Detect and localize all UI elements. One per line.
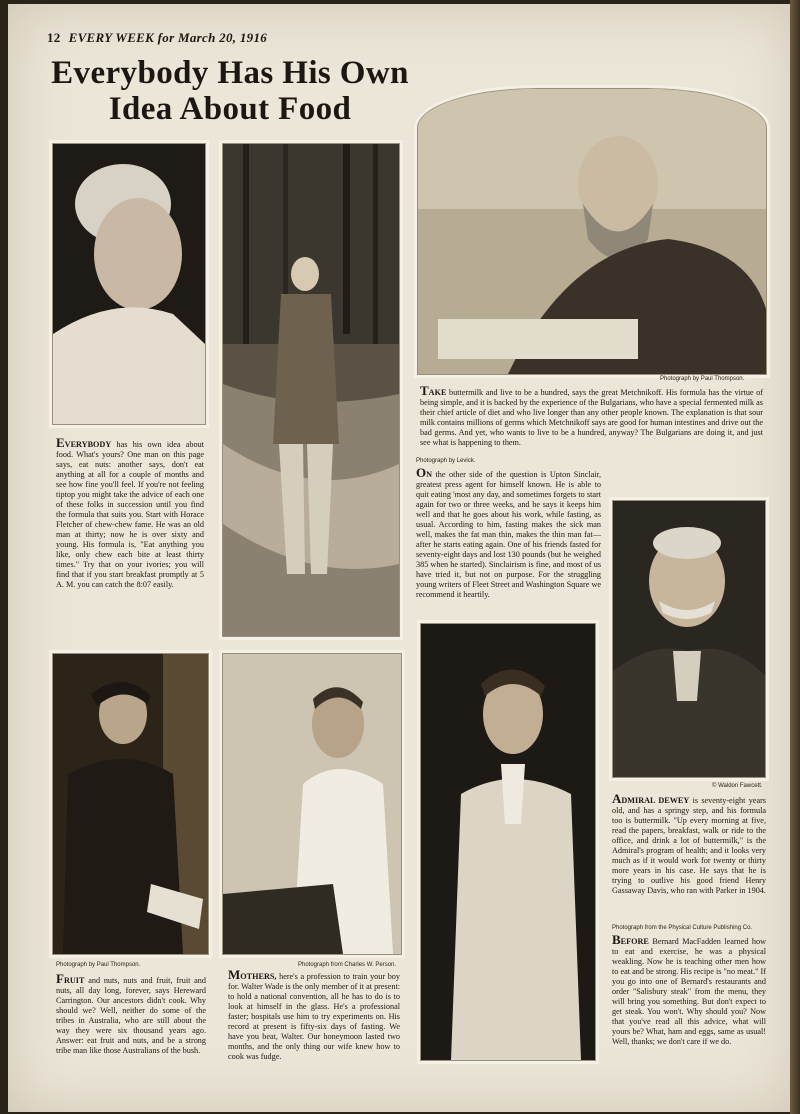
photo-outdoor-man [222, 143, 400, 637]
lead-words: DMIRAL DEWEY [621, 796, 690, 805]
lead-words: VERYBODY [64, 440, 112, 449]
credit-metchnikoff: Photograph by Paul Thompson. [660, 376, 745, 382]
title-line-2: Idea About Food [108, 91, 352, 127]
dropcap-b: B [612, 932, 621, 947]
credit-carrington: Photograph by Paul Thompson. [56, 962, 141, 968]
photo-dewey [612, 500, 766, 778]
paragraph-sinclair [416, 465, 601, 600]
paragraph-metchnikoff [420, 383, 763, 448]
paragraph-dewey [612, 791, 766, 896]
photo-metchnikoff [417, 88, 767, 375]
article-title [30, 55, 430, 127]
photo-carrington [52, 653, 209, 955]
body-text: and nuts, nuts and fruit, fruit and nuts, all day long, forever, says Hereward Carrington. Our ancestors didn't cook. Why should we? Well, neither do some of the tribes in Australia, who are still about the way they were six thousand years ago. Answer: eat fruit and nuts, and be a strong tribe man like those Australians of the bush. [56, 976, 206, 1055]
body-text: buttermilk and live to be a hundred, says the great Metchnikoff. His formula has the virtue of being simple, and it is backed by the experience of the Bulgarians, who have a special fermented milk as their chief article of diet and who live longer than any other people known. The explanation is that sour milk contains millions of germs which Metchnikoff says are good for human intestines and drive out the bad germs. And yet, who wants to live to be a hundred, anyway? The Bulgarians are doing it, and just see what is happening to them. [420, 388, 763, 447]
body-text: is seventy-eight years old, and has a springy step, and his formula too is buttermilk. "Up every morning at five, read the papers, breakfast, walk or ride to the office, and drink a lot of buttermilk," is the Admiral's program of health; and it looks very much as if it would work for twenty or thirty more years in his case. He says that he is trying to outlive his good friend Henry Gassaway Davis, who ran with Parker in 1904. [612, 796, 766, 895]
dropcap-e: E [56, 435, 65, 450]
page-header [47, 30, 267, 46]
lead-words: N [426, 470, 433, 479]
lead-words: OTHERS, [240, 972, 277, 981]
body-text: the other side of the question is Upton Sinclair, greatest press agent for himself known. He is able to quit eating 'most any day, and sometimes forgets to start again for two or three weeks, and he says it keeps him well and that he goes about his work, while fasting, as usual. According to him, fasting makes the sick man well, makes the fat man thin, makes the thin man fat—after he starts eating again. One of his friends fasted for seventy-eight days and lost 130 pounds (but he weighed 385 when he started). Sinclairism is fine, and most of us have tried it, but not on purpose. For the struggling young writers of Fleet Street and Washington Square we recommend it heartily. [416, 470, 601, 599]
body-text: Bernard MacFadden learned how to eat and exercise, he was a physical weakling. Now he is teaching other men how to eat and be strong. His recipe is "no meat." If you go into one of Bernard's restaurants and order "Salisbury steak" from the menu, they will bring you something. But don't expect to get steak. You won't. Why should you? Now that you've read all this advice, what will yours be? What, ham and eggs, same as usual! Well, thanks; we don't care if we do. [612, 937, 766, 1046]
paragraph-carrington [56, 971, 206, 1056]
lead-words: AKE [428, 388, 447, 397]
dropcap-f: F [56, 971, 64, 986]
photo-fletcher [52, 143, 206, 425]
photo-macfadden [420, 623, 596, 1061]
lead-words: EFORE [620, 937, 649, 946]
credit-dewey: © Waldon Fawcett. [712, 783, 763, 789]
binding-edge [790, 0, 800, 1114]
body-text: has his own idea about food. What's yours? One man on this page says, eat nuts: another says, don't eat anything at all for a couple of months and see how fine you'll feel. If you're not feeling tiptop you might take the advice of each one of these folks in succession until you find the formula that suits you. Start with Horace Fletcher of chew-chew fame. He was an old man at thirty; now he is over sixty and young. His formula is, "Eat anything you like, only chew each bite at least thirty times." Try that on your ivories; you will find that if you start breakfast promptly at 5 A. M. you can catch the 8:07 easily. [56, 440, 204, 589]
credit-wade: Photograph from Charles W. Person. [298, 962, 397, 968]
paragraph-fletcher [56, 435, 204, 590]
title-line-1: Everybody Has His Own [51, 55, 409, 91]
credit-macfadden: Photograph from the Physical Culture Publishing Co. [612, 925, 753, 931]
dropcap-o: O [416, 465, 427, 480]
dropcap-a: A [612, 791, 622, 806]
dropcap-t: T [420, 383, 429, 398]
dropcap-m: M [228, 967, 241, 982]
paragraph-wade [228, 967, 400, 1062]
photo-wade [222, 653, 402, 955]
credit-sinclair: Photograph by Levick. [416, 458, 476, 464]
page-number: 12 [47, 30, 61, 45]
publication-line: EVERY WEEK for March 20, 1916 [68, 30, 268, 45]
body-text: here's a profession to train your boy for. Walter Wade is the only member of it at present: to hold a national convention, all he has to do is to look at himself in the glass. He's a professional faster; hospitals use him to try experiments on. His record at present is fifty-six days of fasting. We have you beat, Walter. Our honeymoon lasted two months, and the only thing our wife knew how to cook was fudge. [228, 972, 400, 1061]
paragraph-macfadden [612, 932, 766, 1047]
lead-words: RUIT [63, 976, 85, 985]
